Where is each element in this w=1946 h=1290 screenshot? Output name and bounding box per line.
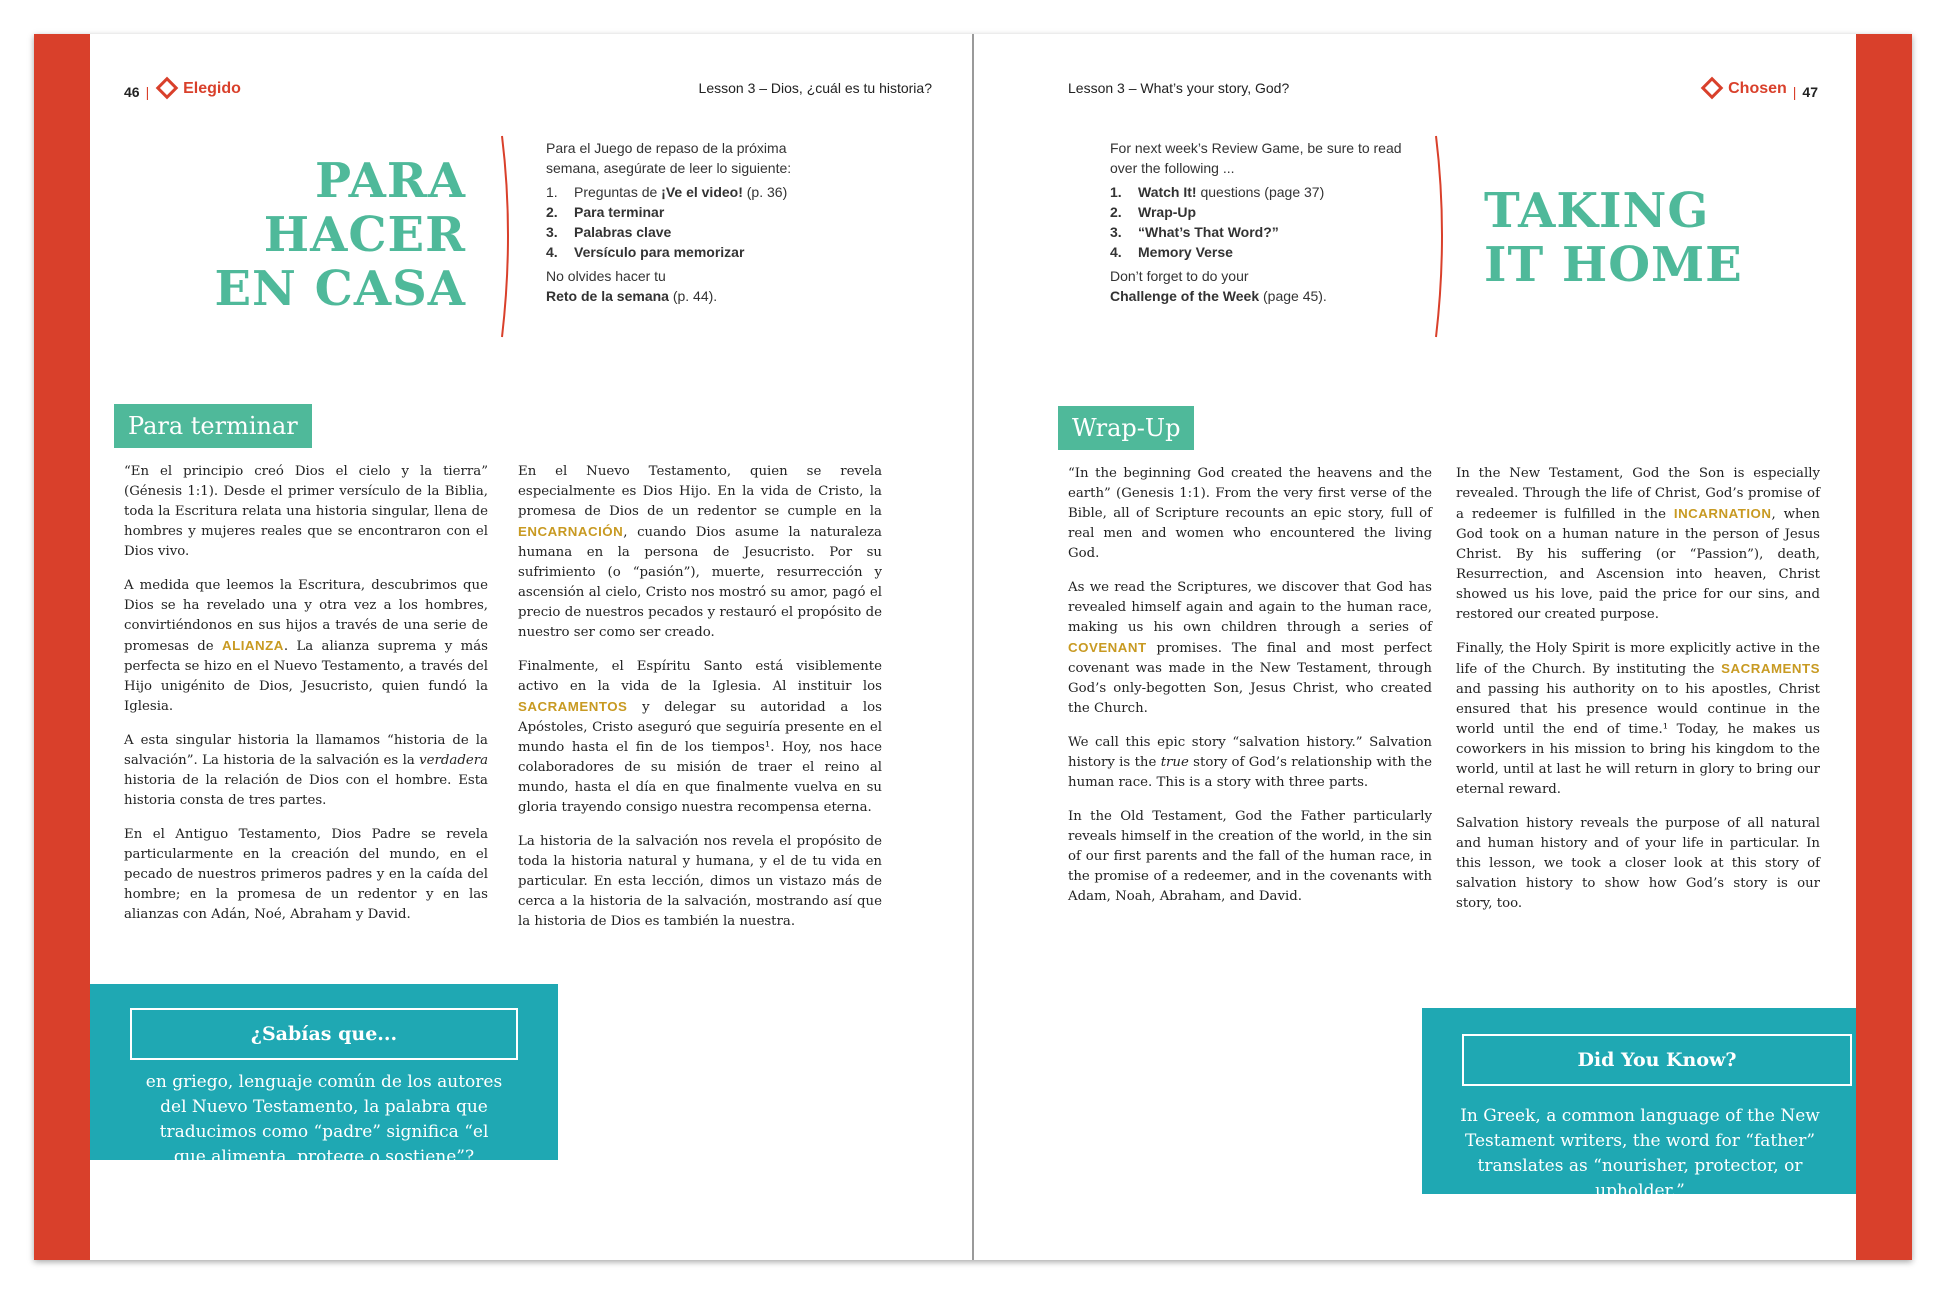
text-column-2 — [518, 462, 882, 946]
list-item: 4. Memory Verse — [1110, 244, 1233, 260]
did-you-know-box — [1422, 1008, 1856, 1201]
section-label: Wrap-Up — [1058, 406, 1194, 450]
diamond-icon — [156, 77, 179, 100]
paragraph: En el Antiguo Testamento, Dios Padre se revela particularmente en la creación del mundo, en el pecado de nuestros primeros padres y en la caída del hombre; en la promesa de un redentor y en las alianzas con Adán, Noé, Abraham y David. — [124, 827, 488, 922]
paragraph: Salvation history reveals the purpose of all natural and human history and of your life in particular. In this lesson, we took a closer look at this story of salvation history to show how God’s story is our story, too. — [1456, 816, 1820, 911]
page-number: 47 — [1802, 84, 1818, 100]
paragraph: Finalmente, el Espíritu Santo está visiblemente activo en la vida de la Iglesia. Al instituir los SACRAMENTOS y delegar su autoridad a los Apóstoles, Cristo aseguró que seguiría presente en el mundo hasta el fin de los tiempos¹. Hoy, nos hace colaboradores de su misión de traer el reino al mundo, hasta el día en que finalmente vuelva en su gloria trayendo consigo nuestra recompensa eterna. — [518, 659, 882, 815]
review-note — [546, 138, 836, 306]
paragraph: A esta singular historia la llamamos “historia de la salvación”. La historia de la salvación es la verdadera historia de la relación de Dios con el hombre. Esta historia consta de tres partes. — [124, 733, 488, 808]
paragraph: La historia de la salvación nos revela el propósito de toda la historia natural y humana, y el de tu vida en particular. En esta lección, dimos un vistazo más de cerca a la historia de la salvación, mostrando así que la historia de Dios es también la nuestra. — [518, 834, 882, 929]
right-page-edge — [1856, 34, 1912, 1260]
diamond-icon — [1701, 77, 1724, 100]
list-item: 1. Watch It! questions (page 37) — [1110, 184, 1325, 200]
box-title: ¿Sabías que... — [130, 1008, 518, 1060]
box-title: Did You Know? — [1462, 1034, 1852, 1086]
left-page — [90, 34, 972, 1260]
paragraph: Finally, the Holy Spirit is more explicitly active in the life of the Church. By instituting the SACRAMENTS and passing his authority on to his apostles, Christ ensured that his presence would continue in the world until the end of time.¹ Today, he makes us coworkers in his mission to bring his kingdom to the world, until at last he will return in glory to bring our eternal reward. — [1456, 641, 1820, 797]
section-heading: TAKING IT HOME — [1484, 183, 1743, 293]
paragraph: “In the beginning God created the heavens and the earth” (Genesis 1:1). From the very first verse of the Bible, all of Scripture recounts an epic story, full of real men and women who encountered the living God. — [1068, 466, 1432, 561]
did-you-know-box — [90, 984, 558, 1167]
challenge-text: Reto de la semana (p. 44). — [546, 288, 718, 304]
section-label: Para terminar — [114, 404, 312, 448]
reminder-text: Don’t forget to do your — [1110, 268, 1249, 284]
paragraph: In the New Testament, God the Son is especially revealed. Through the life of Christ, God’s promise of a redeemer is fulfilled in the INCARNATION, when God took on a human nature in the person of Jesus Christ. By his suffering (or “Passion”), death, Resurrection, and Ascension into heaven, Christ showed us his love, paid the price for our sins, and restored our created purpose. — [1456, 466, 1820, 622]
paragraph: “En el principio creó Dios el cielo y la tierra” (Génesis 1:1). Desde el primer versículo de la Biblia, toda la Escritura relata una historia singular, llena de hombres y mujeres reales que se encontraron con el Dios vivo. — [124, 464, 488, 559]
text-column-2 — [1456, 464, 1820, 928]
paragraph: A medida que leemos la Escritura, descubrimos que Dios se ha revelado una y otra vez a los hombres, convirtiéndonos en sus hijos a través de una serie de promesas de ALIANZA. La alianza suprema y más perfecta se hizo en el Nuevo Testamento, a través del Hijo unigénito de Dios, Jesucristo, quien fundó la Iglesia. — [124, 578, 488, 714]
paragraph: As we read the Scriptures, we discover that God has revealed himself again and again to the human race, making us his own children through a series of COVENANT promises. The final and most perfect covenant was made in the New Testament, through God’s only-begotten Son, Jesus Christ, who created the Church. — [1068, 580, 1432, 716]
review-note — [1110, 138, 1410, 306]
book-spread — [34, 34, 1912, 1260]
right-header: Chosen | 47 — [1704, 80, 1818, 100]
left-page-edge — [34, 34, 90, 1260]
list-item: 2. Para terminar — [546, 204, 665, 220]
right-page — [974, 34, 1856, 1260]
left-header: 46 | Elegido — [124, 80, 241, 100]
list-item: 1. Preguntas de ¡Ve el video! (p. 36) — [546, 184, 788, 200]
challenge-text: Challenge of the Week (page 45). — [1110, 288, 1327, 304]
page-number: 46 — [124, 84, 140, 100]
lesson-title: Lesson 3 – Dios, ¿cuál es tu historia? — [698, 80, 932, 96]
note-intro: Para el Juego de repaso de la próxima semana, asegúrate de leer lo siguiente: — [546, 140, 792, 176]
note-intro: For next week’s Review Game, be sure to read over the following ... — [1110, 140, 1402, 176]
list-item: 3. Palabras clave — [546, 224, 672, 240]
paragraph: In the Old Testament, God the Father particularly reveals himself in the creation of the world, in the sin of our first parents and the fall of the human race, in the promise of a redeemer, and in the covenants with Adam, Noah, Abraham, and David. — [1068, 809, 1432, 904]
paragraph: En el Nuevo Testamento, quien se revela especialmente es Dios Hijo. En la vida de Cristo, la promesa de Dios de un redentor se cumple en la ENCARNACIÓN, cuando Dios asume la naturaleza humana en la persona de Jesucristo. Por su sufrimiento (o “pasión”), muerte, resurrección y ascensión al cielo, Cristo nos mostró su amor, pagó el precio de nuestros pecados y restauró el propósito de nuestro ser como ser creado. — [518, 464, 882, 640]
text-column-1 — [1068, 464, 1432, 921]
list-item: 2. Wrap-Up — [1110, 204, 1197, 220]
brand-logo: Chosen — [1704, 80, 1787, 98]
lesson-title: Lesson 3 – What’s your story, God? — [1068, 80, 1290, 96]
text-column-1 — [124, 462, 488, 939]
brand-logo: Elegido — [159, 80, 241, 98]
divider-curve — [1434, 134, 1450, 339]
box-text: In Greek, a common language of the New Testament writers, the word for “father” translates as “nourisher, protector, or upholder.” — [1460, 1106, 1820, 1201]
section-heading: PARA HACER EN CASA — [214, 153, 466, 317]
list-item: 3. “What’s That Word?” — [1110, 224, 1279, 240]
reminder-text: No olvides hacer tu — [546, 268, 666, 284]
list-item: 4. Versículo para memorizar — [546, 244, 745, 260]
paragraph: We call this epic story “salvation history.” Salvation history is the true story of God’s relationship with the human race. This is a story with three parts. — [1068, 735, 1433, 790]
box-text: en griego, lenguaje común de los autores del Nuevo Testamento, la palabra que traducimos como “padre” significa “el que alimenta, protege o sostiene”? — [145, 1072, 503, 1167]
divider-curve — [500, 134, 516, 339]
